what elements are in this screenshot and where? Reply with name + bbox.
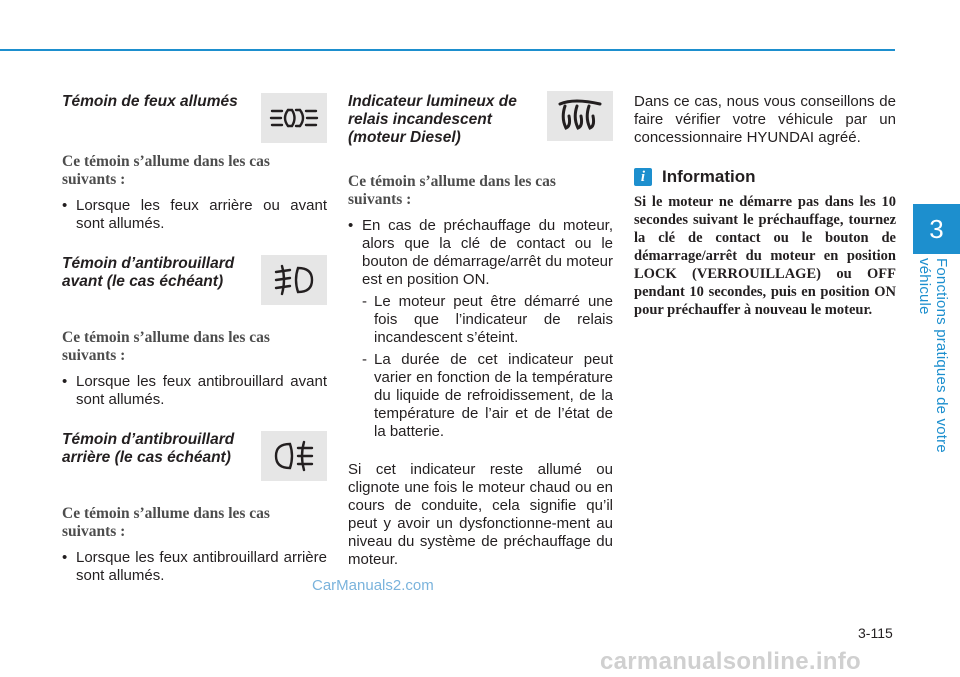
section-lead: Ce témoin s’allume dans les cas suivants : [62, 329, 270, 364]
watermark-carmanuals2: CarManuals2.com [312, 577, 434, 594]
section-title: Témoin d’antibrouillard avant (le cas échéant) [62, 255, 235, 290]
glow-plug-icon [547, 91, 613, 141]
section-lead: Ce témoin s’allume dans les cas suivants : [62, 505, 270, 540]
sub-text: La durée de cet indicateur peut varier en fonction de la température du liquide de refroidissement, de la température de l’air et de l’état de la batterie. [374, 351, 613, 440]
chapter-title: Fonctions pratiques de votre véhicule [916, 258, 950, 453]
section-front-fog [62, 255, 327, 409]
watermark-carmanualsonline: carmanualsonline.info [600, 648, 862, 675]
information-title: Information [662, 167, 756, 186]
section-lead: Ce témoin s’allume dans les cas suivants : [62, 153, 270, 188]
chapter-tab [913, 204, 960, 254]
bullet-item: • En cas de préchauffage du moteur, alors que la clé de contact ou le bouton de démarrage/arrêt du moteur est en position ON. [348, 217, 613, 289]
column-3 [634, 93, 896, 319]
sub-text: Le moteur peut être démarré une fois que l’indicateur de relais incandescent s’éteint. [374, 293, 613, 346]
bullet-item: • Lorsque les feux antibrouillard avant sont allumés. [62, 373, 327, 409]
information-body: Si le moteur ne démarre pas dans les 10 secondes suivant le préchauffage, tournez la clé de contact ou le bouton de démarrage/arrêt du moteur en position LOCK (VERROUILLAGE) ou OFF pendant 10 secondes, puis en position ON pour préchauffer à nouveau le moteur. [634, 194, 896, 318]
position-lamp-icon [261, 93, 327, 143]
sub-item [348, 293, 613, 347]
section-rear-fog [62, 431, 327, 585]
dash-mark: - [362, 351, 367, 368]
section-title: Témoin de feux allumés [62, 93, 238, 110]
chapter-number: 3 [929, 213, 944, 244]
column-1 [62, 93, 327, 585]
info-icon: i [634, 168, 652, 186]
page-number: 3-115 [858, 625, 893, 641]
section-position-lamp [62, 93, 327, 233]
dash-mark: - [362, 293, 367, 310]
section-title: Indicateur lumineux de relais incandescent (moteur Diesel) [348, 93, 517, 146]
bullet-item: • Lorsque les feux arrière ou avant sont allumés. [62, 197, 327, 233]
rear-fog-lamp-icon [261, 431, 327, 481]
bullet-item: • Lorsque les feux antibrouillard arrière sont allumés. [62, 549, 327, 585]
front-fog-lamp-icon [261, 255, 327, 305]
paragraph: Dans ce cas, nous vous conseillons de faire vérifier votre véhicule par un concessionnaire HYUNDAI agréé. [634, 93, 896, 146]
section-lead: Ce témoin s’allume dans les cas suivants : [348, 173, 556, 208]
top-rule [0, 49, 895, 51]
paragraph: Si cet indicateur reste allumé ou clignote une fois le moteur chaud ou en cours de conduite, cela signifie qu’il peut y avoir un dysfonctionne-ment au niveau du système de préchauffage du moteur. [348, 461, 613, 568]
column-2 [348, 93, 613, 569]
sub-item [348, 351, 613, 441]
information-header [634, 167, 896, 187]
section-title: Témoin d’antibrouillard arrière (le cas échéant) [62, 431, 235, 466]
